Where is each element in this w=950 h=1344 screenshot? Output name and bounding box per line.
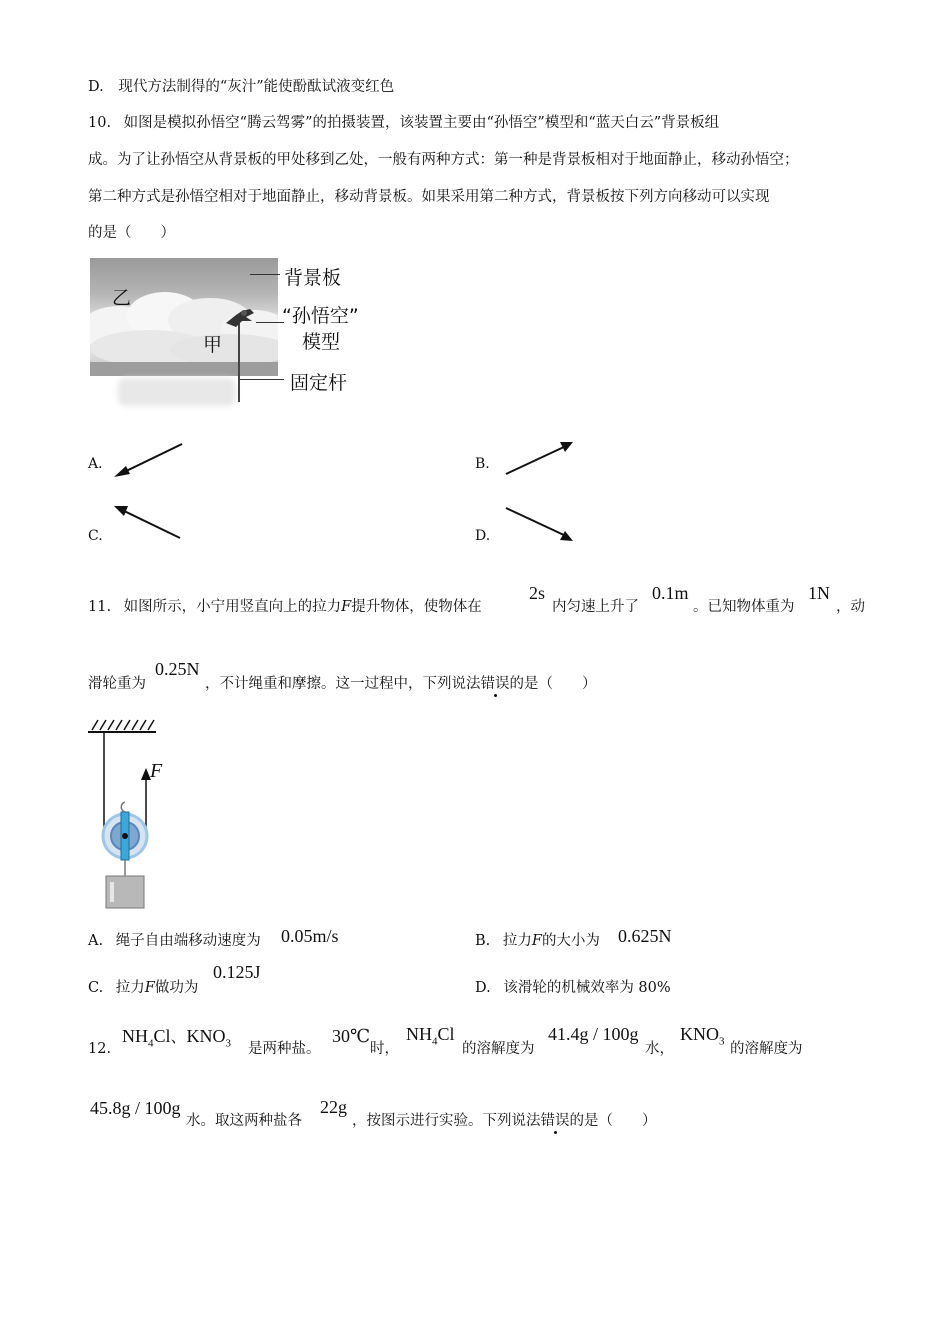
q11-option-b	[475, 930, 600, 952]
q11-line1-start	[88, 596, 482, 618]
option-text: 拉力	[115, 980, 145, 996]
q11-pulley-figure	[86, 716, 186, 912]
blurred-watermark	[118, 378, 236, 406]
question-text: 的是（ ）	[569, 1113, 657, 1129]
force-symbol: F	[531, 933, 542, 949]
height-value: 0.1m	[652, 583, 689, 603]
leader-line-model	[256, 322, 284, 323]
option-label: A.	[88, 933, 104, 949]
q10-option-d-label: D.	[475, 528, 491, 544]
question-text: 水。取这两种盐各	[186, 1113, 302, 1129]
leader-line-rod	[240, 379, 284, 380]
option-text: 拉力	[502, 933, 532, 949]
hook-icon	[121, 802, 125, 812]
figure-force-label: F	[150, 760, 163, 782]
label-background-board: 背景板	[284, 267, 342, 289]
solubility-nh4cl: 41.4g / 100g	[548, 1024, 639, 1044]
question-text: 如图所示，小宁用竖直向上的拉力	[123, 599, 342, 615]
option-text: 做功为	[154, 980, 199, 996]
temperature-value: 30℃	[332, 1026, 371, 1046]
question-text: 水，	[645, 1041, 674, 1057]
q10-line1	[88, 112, 719, 134]
nh4cl-formula: $NH_4Cl$、$KNO_3$	[122, 1026, 232, 1050]
q10-line2: 成。为了让孙悟空从背景板的甲处移到乙处，一般有两种方式：第一种是背景板相对于地面静止，移动孙悟空；	[88, 152, 799, 168]
q11-option-c	[88, 977, 198, 999]
arrow-down-right-icon	[502, 504, 578, 544]
leader-line-board	[250, 274, 280, 275]
arrow-down-left-icon	[110, 440, 186, 480]
question-text: 滑轮重为	[88, 676, 146, 692]
option-label: C.	[88, 980, 104, 996]
q10-option-a-label: A.	[88, 456, 103, 472]
pulley-weight-value: 0.25N	[155, 659, 200, 679]
option-b-value: 0.625N	[618, 926, 672, 946]
nh4cl-formula: $NH_4Cl$	[406, 1024, 455, 1048]
question-text: 内匀速上升了	[552, 599, 639, 615]
option-label: D.	[475, 980, 491, 996]
label-yi: 乙	[112, 287, 132, 309]
question-text: 提升物体，使物体在	[351, 599, 482, 615]
emphasis-wrong: 错误	[480, 676, 510, 692]
option-c-value: 0.125J	[213, 962, 261, 982]
option-label: B.	[475, 933, 491, 949]
option-label: D.	[88, 79, 104, 95]
option-a-value: 0.05m/s	[281, 926, 339, 946]
question-text: 的是（ ）	[509, 676, 597, 692]
arrow-up-right-icon	[502, 438, 578, 478]
time-value: 2s	[529, 583, 546, 603]
q11-option-a	[88, 930, 261, 952]
mass-value: 22g	[320, 1097, 347, 1117]
q9-option-d	[88, 76, 394, 98]
emphasis-wrong: 错误	[540, 1113, 570, 1129]
option-text: 的大小为	[541, 933, 600, 949]
weight-value: 1N	[808, 583, 830, 603]
q11-option-d	[475, 977, 671, 999]
q10-option-b-label: B.	[475, 456, 490, 472]
question-number: 10.	[88, 115, 112, 131]
label-fixed-rod: 固定杆	[290, 372, 348, 394]
kno3-formula: $KNO_3$	[680, 1024, 725, 1048]
force-symbol: F	[144, 980, 155, 996]
question-text: 。已知物体重为	[693, 599, 795, 615]
q11-line2-end	[205, 673, 597, 695]
label-model-line2: 模型	[302, 331, 341, 353]
label-model-line1: “孙悟空”	[282, 305, 359, 327]
arrow-up-left-icon	[110, 502, 186, 542]
question-text: ，动	[836, 599, 865, 615]
q12-line2-end	[352, 1110, 657, 1132]
option-text: 该滑轮的机械效率为 80%	[503, 980, 671, 996]
question-text: 如图是模拟孙悟空“腾云驾雾”的拍摄装置，该装置主要由“孙悟空”模型和“蓝天白云”背景板组	[123, 115, 720, 131]
q10-line4: 的是（ ）	[88, 225, 175, 241]
solubility-kno3: 45.8g / 100g	[90, 1098, 181, 1118]
label-jia: 甲	[203, 334, 223, 356]
question-text: ，不计绳重和摩擦。这一过程中，下列说法	[205, 676, 481, 692]
question-number: 11.	[88, 599, 112, 615]
force-symbol: F	[341, 599, 352, 615]
monkey-king-model-icon	[222, 305, 258, 333]
question-text: 的溶解度为	[462, 1041, 535, 1057]
q10-line3: 第二种方式是孙悟空相对于地面静止，移动背景板。如果采用第二种方式，背景板按下列方向移动可以实现	[88, 189, 770, 205]
question-text: ，按图示进行实验。下列说法	[352, 1113, 541, 1129]
question-text: 时，	[370, 1041, 399, 1057]
ceiling-hatch-icon	[88, 720, 156, 732]
question-text: 是两种盐。	[248, 1041, 321, 1057]
option-text: 现代方法制得的“灰汁”能使酚酞试液变红色	[118, 79, 395, 95]
question-number: 12.	[88, 1041, 112, 1057]
option-text: 绳子自由端移动速度为	[115, 933, 261, 949]
question-text: 的溶解度为	[730, 1041, 803, 1057]
q10-option-c-label: C.	[88, 528, 103, 544]
